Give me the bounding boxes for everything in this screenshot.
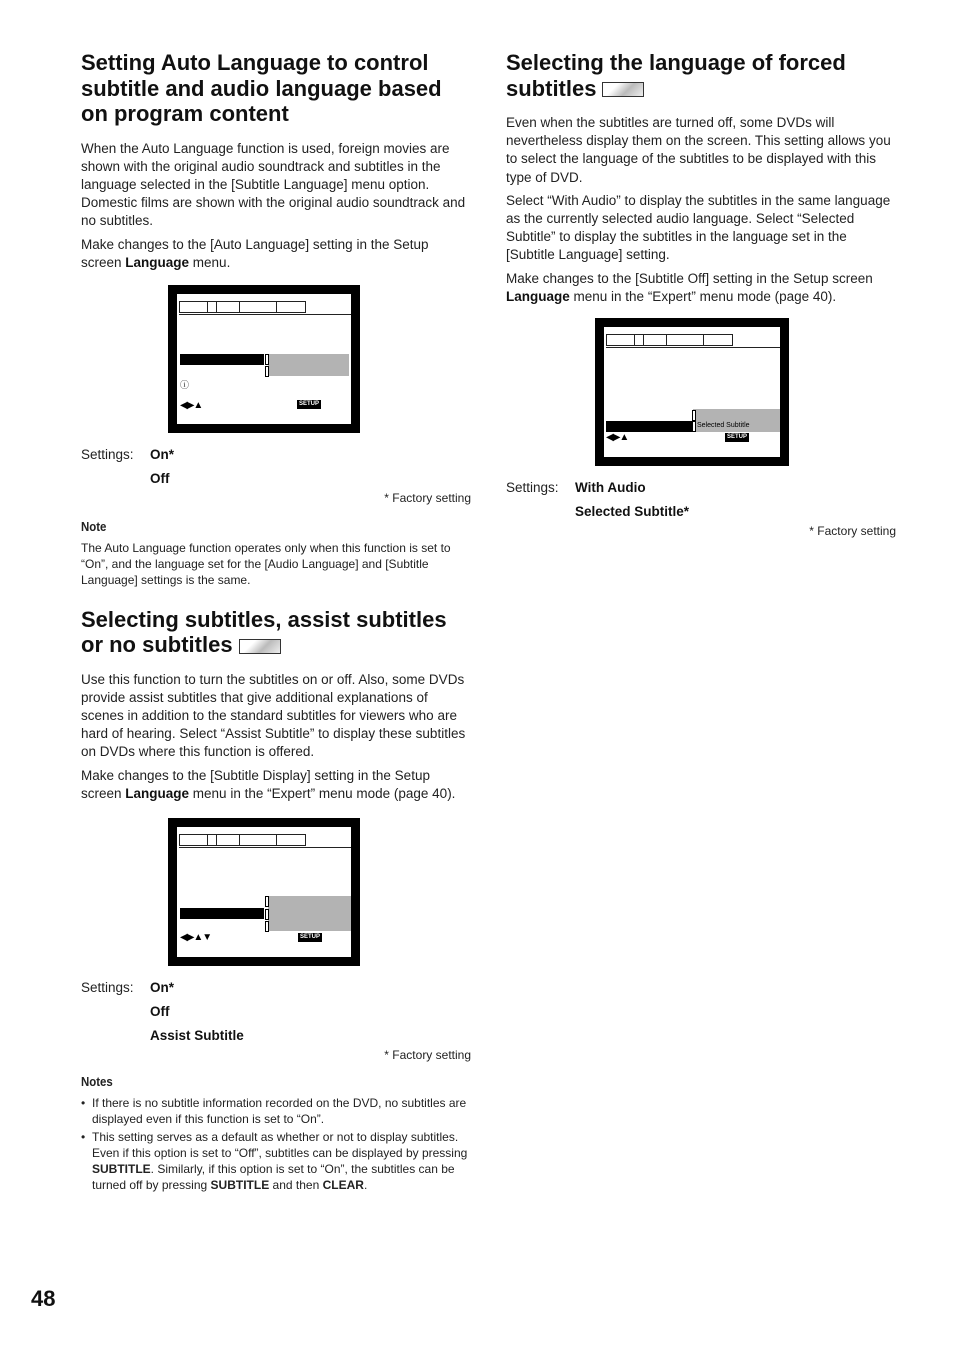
- setup-badge: SETUP: [300, 933, 321, 940]
- notes-heading: Notes: [81, 1073, 113, 1089]
- option-with-audio: With Audio: [575, 480, 646, 496]
- subtitle-display-settings: Settings: On* Off Assist Subtitle: [81, 979, 244, 1043]
- auto-language-intro: When the Auto Language function is used, foreign movies are shown with the original audio soundtrack and subtitles in the language selected in the [Subtitle Language] menu option. Domestic films are shown with the original audio soundtrack and no subtitles.: [81, 140, 466, 229]
- forced-subtitles-intro: Even when the subtitles are turned off, some DVDs will nevertheless display them on the screen. This setting allows you to select the language of the subtitles to be displayed with this type of DVD.: [506, 115, 891, 185]
- screen-tabs: [179, 834, 306, 846]
- setup-screen-subtitle-off: [595, 318, 789, 466]
- subtitles-instructions: Make changes to the [Subtitle Display] setting in the Setup screen Language menu in the “Expert” menu mode (page 40).: [81, 767, 456, 801]
- note-heading: Note: [81, 518, 107, 534]
- info-icon: ⓘ: [180, 379, 190, 390]
- auto-language-instructions: Make changes to the [Auto Language] setting in the Setup screen Language menu.: [81, 236, 429, 270]
- expert-mode-icon: [239, 639, 281, 654]
- setup-screen-auto-language: [168, 285, 360, 433]
- nav-arrows-icon: ◀▶▲▼: [180, 931, 212, 943]
- option-selected-subtitle: Selected Subtitle*: [575, 504, 690, 520]
- options-panel: [268, 354, 349, 376]
- option-off: Off: [150, 1003, 170, 1019]
- option-assist-subtitle: Assist Subtitle: [150, 1027, 244, 1043]
- option-on: On*: [150, 446, 175, 462]
- subtitle-off-settings: Settings: With Audio Selected Subtitle*: [506, 480, 690, 520]
- nav-arrows-icon: ◀▶▲: [606, 432, 629, 444]
- screen-tabs: [179, 301, 306, 313]
- forced-subtitles-instructions: Make changes to the [Subtitle Off] setting in the Setup screen Language menu in the “Expert” menu mode (page 40).: [506, 270, 873, 304]
- expert-mode-icon: [602, 82, 644, 97]
- auto-language-settings: Settings: On* Off: [81, 446, 175, 486]
- note-text: The Auto Language function operates only when this function is set to “On”, and the language set for the [Audio Language] and [Subtitle Language] settings is the same.: [81, 540, 451, 588]
- left-column: [81, 50, 471, 1195]
- forced-subtitles-options-desc: Select “With Audio” to display the subtitles in the same language as the currently selected audio language. Select “Selected Subtitle” to display the subtitles in the language set in the [Subtitle Language] setting.: [506, 192, 891, 263]
- option-off: Off: [150, 470, 170, 486]
- right-column: [506, 50, 896, 538]
- factory-setting-note: * Factory setting: [384, 1047, 471, 1062]
- section-title-auto-language: Setting Auto Language to control subtitle and audio language based on program content: [81, 50, 442, 126]
- subtitles-intro: Use this function to turn the subtitles on or off. Also, some DVDs provide assist subtitles that give additional explanations of scenes in addition to the standard subtitles for viewers who are hard of hearing. Select “Assist Subtitle” to display these subtitles on DVDs where this function is offered.: [81, 671, 466, 760]
- notes-list: [81, 1095, 471, 1194]
- selected-row: [180, 908, 264, 919]
- selected-row: [606, 421, 692, 432]
- selected-row: [180, 354, 264, 365]
- factory-setting-note: * Factory setting: [384, 490, 471, 505]
- section-title-forced-subtitles: Selecting the language of forced subtitles: [506, 50, 846, 101]
- setup-badge: SETUP: [727, 434, 748, 441]
- screen-tabs: [606, 334, 733, 346]
- factory-setting-note: * Factory setting: [809, 524, 896, 539]
- page-number: 48: [31, 1286, 56, 1311]
- note-item: • If there is no subtitle information recorded on the DVD, no subtitles are displayed even if this function is set to “On”.: [81, 1095, 471, 1128]
- nav-arrows-icon: ◀▶▲: [180, 399, 203, 411]
- option-on: On*: [150, 979, 175, 995]
- selected-subtitle-option: Selected Subtitle: [697, 422, 750, 430]
- options-panel: [268, 896, 351, 931]
- setup-screen-subtitle-display: [168, 818, 360, 966]
- section-title-subtitles: Selecting subtitles, assist subtitles or no subtitles: [81, 606, 447, 658]
- setup-badge: SETUP: [299, 400, 320, 407]
- note-item: • This setting serves as a default as whether or not to display subtitles. Even if this option is set to “Off”, subtitles can be displayed by pressing SUBTITLE. Similarly, if this option is set to “On”, the subtitles can be turned off by pressing SUBTITLE and then CLEAR.: [81, 1129, 471, 1194]
